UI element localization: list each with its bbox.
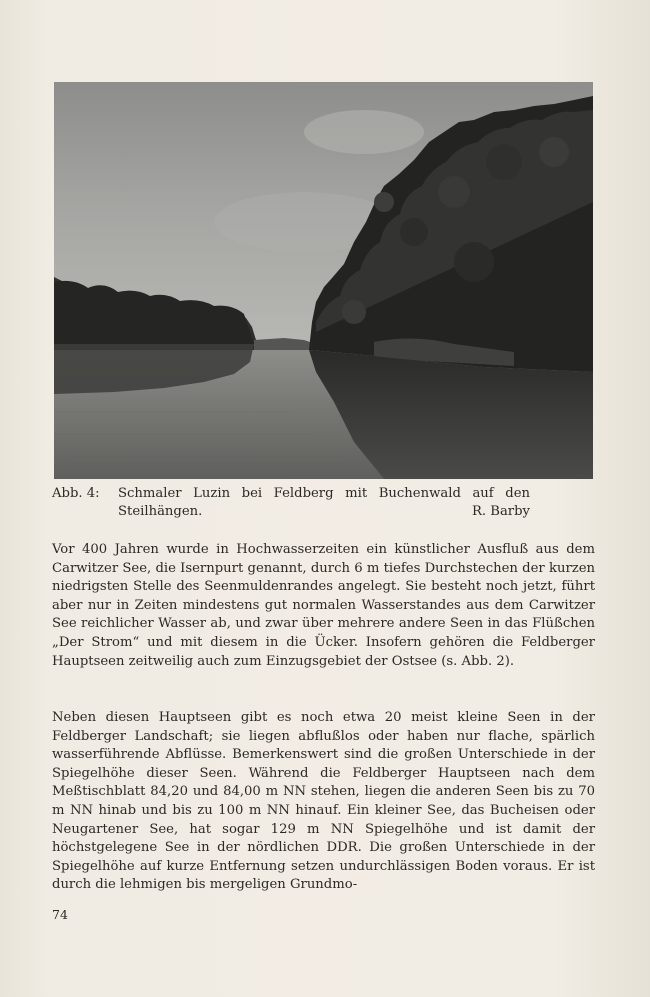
photo-credit: R. Barby	[471, 504, 530, 519]
body-paragraph-1: Vor 400 Jahren wurde in Hochwasserzeiten ein künstlicher Ausfluß aus dem Carwitzer See, die Isernpurt genannt, durch 6 m tiefes Durchstechen der kurzen niedrigsten Stelle des Seenmuldenrandes angelegt. Sie besteht noch jetzt, führt aber nur in Zeiten mindestens gut normalen Wasserstandes aus dem Carwitzer See reichlicher Wasser ab, und zwar über mehrere andere Seen in das Flüßchen „Der Strom“ und mit diesem in die Ücker. Insofern gehören die Feldberger Hauptseen zeitweilig auch zum Einzugsgebiet der Ostsee (s. Abb. 2).	[52, 542, 595, 669]
body-paragraph-2: Neben diesen Hauptseen gibt es noch etwa 20 meist kleine Seen in der Feldberger Landschaft; sie liegen abflußlos oder haben nur flache, spärlich wasserführende Abflüsse. Bemerkenswert sind die großen Unterschiede in der Spiegelhöhe dieser Seen. Während die Feldberger Hauptseen nach dem Meßtischblatt 84,20 und 84,00 m NN stehen, liegen die anderen Seen bis zu 70 m NN hinab und bis zu 100 m NN hinauf. Ein kleiner See, das Bucheisen oder Neugartener See, hat sogar 129 m NN Spiegelhöhe und ist damit der höchstgelegene See in der nördlichen DDR. Die großen Unterschiede in der Spiegelhöhe auf kurze Entfernung setzen undurchlässigen Boden voraus. Er ist durch die lehmigen bis mergeligen Grundmo-	[52, 710, 595, 893]
caption-text-line-2: Steilhängen.	[118, 504, 203, 519]
figure-label: Abb. 4:	[52, 486, 100, 501]
lake-photograph	[54, 82, 593, 479]
caption-text-line-1: Schmaler Luzin bei Feldberg mit Buchenwald auf den	[118, 486, 530, 501]
lake-photo-illustration	[54, 82, 593, 479]
page-number: 74	[52, 907, 68, 922]
